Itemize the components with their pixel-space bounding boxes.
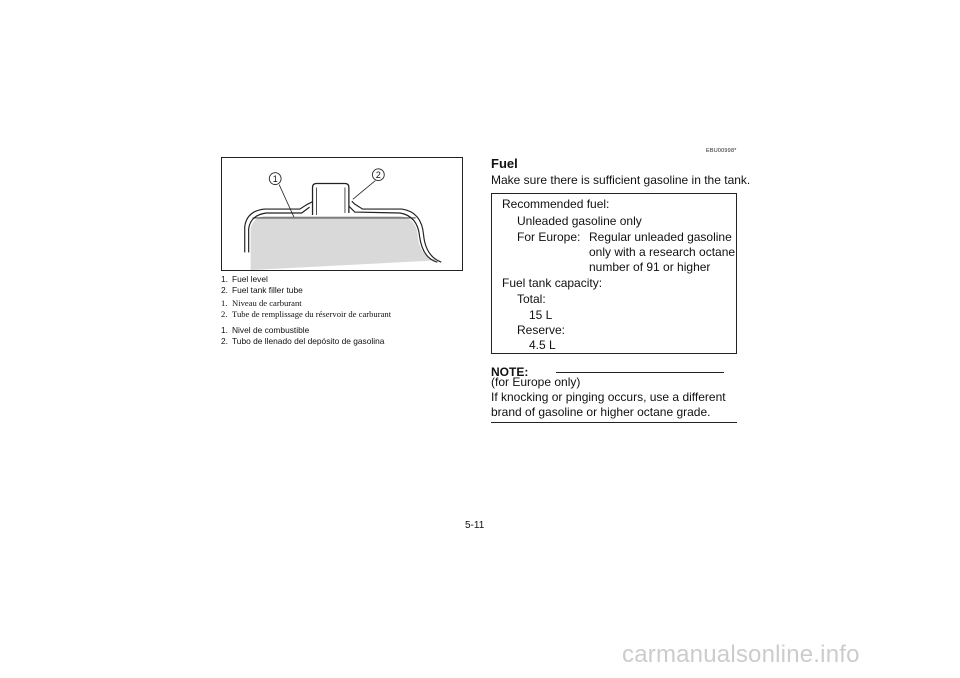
note-rule-top <box>556 372 724 373</box>
filler-tube <box>313 184 349 215</box>
callout-1-label: 1 <box>272 174 278 185</box>
caption-item: 2. Tube de remplissage du réservoir de carburant <box>221 308 392 319</box>
total-label: Total: <box>517 292 546 306</box>
intro-text: Make sure there is sufficient gasoline in the tank. <box>491 173 751 187</box>
page-number: 5-11 <box>465 520 485 531</box>
tank-fuel-fill <box>251 216 442 270</box>
caption-item: 1. Niveau de carburant <box>221 298 302 308</box>
europe-spec-line1: Regular unleaded gasoline <box>589 230 732 244</box>
watermark: carmanualsonline.info <box>622 641 860 668</box>
europe-spec-line3: number of 91 or higher <box>589 260 711 274</box>
caption-item: 1. Fuel level <box>221 274 268 284</box>
caption-french <box>221 298 461 319</box>
note-rule-bottom <box>491 422 737 423</box>
note-subtitle: (for Europe only) <box>491 375 581 389</box>
caption-english <box>221 274 461 295</box>
caption-item: 1. Nivel de combustible <box>221 325 310 335</box>
note-body: If knocking or pinging occurs, use a different brand of gasoline or higher octane grade. <box>491 390 726 419</box>
section-title: Fuel <box>491 156 518 171</box>
fuel-spec-box <box>491 193 737 354</box>
caption-item: 2. Tubo de llenado del depósito de gasolina <box>221 335 385 346</box>
reserve-label: Reserve: <box>517 323 566 337</box>
fuel-tank-illustration <box>222 158 462 270</box>
capacity-label: Fuel tank capacity: <box>502 276 603 290</box>
caption-item: 2. Fuel tank filler tube <box>221 284 303 295</box>
fuel-tank-figure <box>221 157 463 271</box>
caption-spanish <box>221 325 461 346</box>
unleaded-text: Unleaded gasoline only <box>517 214 642 228</box>
europe-spec-line2: only with a research octane <box>589 245 736 259</box>
total-value: 15 L <box>529 308 553 322</box>
reference-code: EBU00998* <box>706 148 737 154</box>
recommended-fuel-label: Recommended fuel: <box>502 197 610 211</box>
note-label: NOTE: <box>491 365 529 379</box>
callout-2-label: 2 <box>375 170 381 181</box>
reserve-value: 4.5 L <box>529 338 556 352</box>
europe-label: For Europe: <box>517 230 581 244</box>
